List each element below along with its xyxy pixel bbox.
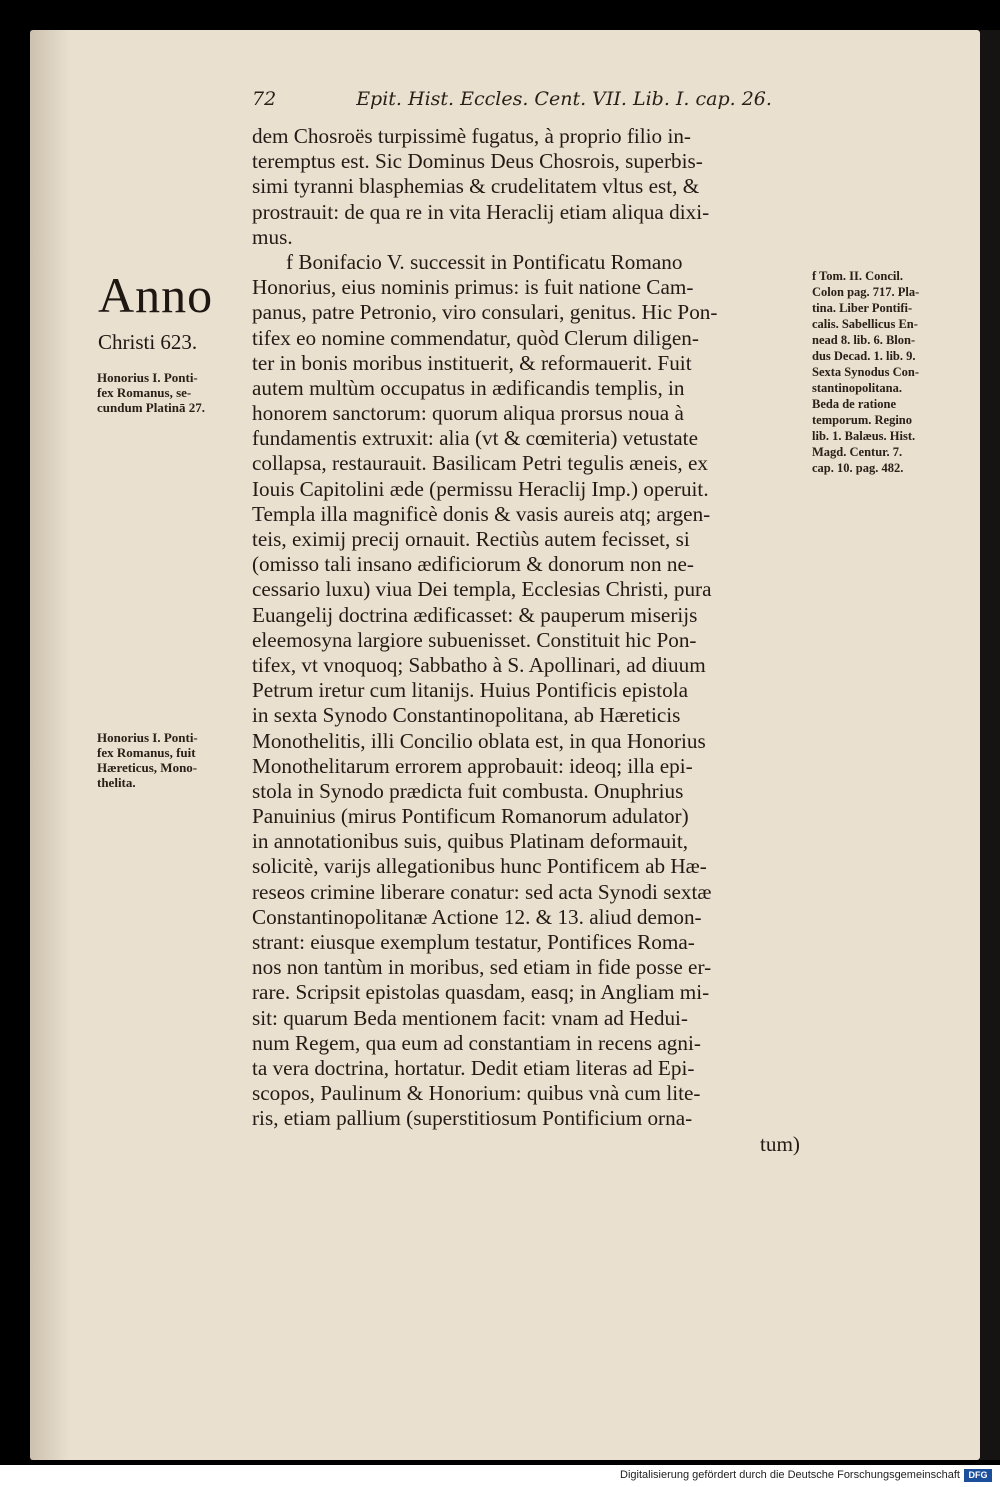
text-line: simi tyranni blasphemias & crudelitatem vltus est, & bbox=[252, 174, 700, 199]
text-line: ris, etiam pallium (superstitiosum Pontificium orna- bbox=[252, 1106, 693, 1131]
reference-line: dus Decad. 1. lib. 9. bbox=[812, 349, 916, 363]
page-number: 72 bbox=[252, 88, 277, 110]
text-line: strant: eiusque exemplum testatur, Pontifices Roma- bbox=[252, 930, 695, 954]
text-line: f Bonifacio V. successit in Pontificatu Romano bbox=[286, 249, 683, 274]
text-line: (omisso tali insano ædificiorum & donorum non ne- bbox=[252, 552, 694, 577]
text-line: Templa illa magnificè donis & vasis aureis atq; argen- bbox=[252, 501, 711, 526]
margin-note-honorius-haereticus bbox=[97, 730, 237, 790]
text-line: tifex, vt vnoquoq; Sabbatho à S. Apollinari, ad diuum bbox=[252, 652, 706, 677]
text-line: teis, eximij precij ornauit. Rectiùs autem fecisset, si bbox=[252, 527, 690, 551]
reference-line: calis. Sabellicus En- bbox=[812, 317, 918, 331]
reference-line: Beda de ratione bbox=[812, 397, 897, 411]
text-line: Euangelij doctrina ædificasset: & pauperum miserijs bbox=[252, 602, 698, 627]
margin-note-honorius-platina bbox=[97, 370, 237, 415]
text-line: fundamentis extruxit: alia (vt & cœmiteria) vetustate bbox=[252, 426, 698, 451]
text-line: Panuinius (mirus Pontificum Romanorum adulator) bbox=[252, 804, 689, 829]
margin-note-line: fex Romanus, se- bbox=[97, 385, 192, 400]
margin-note-line: Honorius I. Ponti- bbox=[97, 370, 198, 385]
digitization-footer bbox=[0, 1465, 1000, 1487]
running-title: Epit. Hist. Eccles. Cent. VII. Lib. I. cap. 26. bbox=[356, 88, 772, 110]
margin-note-line: fex Romanus, fuit bbox=[97, 745, 196, 760]
footer-credit: Digitalisierung gefördert durch die Deutsche Forschungsgemeinschaft bbox=[620, 1469, 960, 1481]
text-line: mus. bbox=[252, 224, 293, 249]
dfg-logo-icon: DFG bbox=[964, 1469, 992, 1482]
text-line: solicitè, varijs allegationibus hunc Pontificem ab Hæ- bbox=[252, 854, 707, 879]
text-line: reseos crimine liberare conatur: sed acta Synodi sextæ bbox=[252, 879, 712, 904]
reference-line: temporum. Regino bbox=[812, 413, 912, 427]
text-line: scopos, Paulinum & Honorium: quibus vnà cum lite- bbox=[252, 1081, 701, 1106]
reference-line: lib. 1. Balæus. Hist. bbox=[812, 429, 916, 443]
text-line: ter in bonis moribus instituerit, & reformauerit. Fuit bbox=[252, 350, 692, 375]
text-line: nos non tantùm in moribus, sed etiam in fide posse er- bbox=[252, 955, 712, 980]
text-line: prostrauit: de qua re in vita Heraclij etiam aliqua dixi- bbox=[252, 199, 710, 224]
reference-line: f Tom. II. Concil. bbox=[812, 269, 903, 283]
text-line: in annotationibus suis, quibus Platinam deformauit, bbox=[252, 829, 689, 854]
text-line: sit: quarum Beda mentionem facit: vnam ad Hedui- bbox=[252, 1005, 688, 1030]
reference-line: nead 8. lib. 6. Blon- bbox=[812, 333, 916, 347]
text-line: Honorius, eius nominis primus: is fuit natione Cam- bbox=[252, 275, 694, 300]
margin-note-line: cundum Platinā 27. bbox=[97, 400, 205, 415]
text-line: Petrum iretur cum litanijs. Huius Pontificis epistola bbox=[252, 678, 689, 703]
page-edge-strip bbox=[980, 30, 1000, 1460]
text-line: teremptus est. Sic Dominus Deus Chosrois, superbis- bbox=[252, 149, 703, 174]
reference-line: stantinopolitana. bbox=[812, 381, 902, 395]
margin-note-line: Honorius I. Ponti- bbox=[97, 730, 198, 745]
text-line: ta vera doctrina, hortatur. Dedit etiam literas ad Epi- bbox=[252, 1055, 695, 1080]
reference-line: Colon pag. 717. Pla- bbox=[812, 285, 920, 299]
text-line: tifex eo nomine commendatur, quòd Clerum diligen- bbox=[252, 325, 699, 350]
text-line: in sexta Synodo Constantinopolitana, ab Hæreticis bbox=[252, 703, 681, 728]
reference-line: cap. 10. pag. 482. bbox=[812, 461, 904, 475]
text-line: dem Chosroës turpissimè fugatus, à proprio filio in- bbox=[252, 124, 691, 148]
text-line: eleemosyna largiore subuenisset. Constituit hic Pon- bbox=[252, 627, 697, 652]
text-line: num Regem, qua eum ad constantiam in recens agni- bbox=[252, 1030, 701, 1055]
text-line: tum) bbox=[759, 1131, 800, 1156]
text-line: cessario luxu) viua Dei templa, Ecclesias Christi, pura bbox=[252, 577, 712, 602]
margin-references bbox=[812, 268, 972, 476]
running-header bbox=[252, 88, 772, 110]
text-line: Constantinopolitanæ Actione 12. & 13. aliud demon- bbox=[252, 904, 702, 929]
margin-christi-year: Christi 623. bbox=[98, 330, 198, 354]
margin-note-line: Hæreticus, Mono- bbox=[97, 760, 198, 775]
margin-anno: Anno bbox=[98, 267, 214, 323]
reference-line: tina. Liber Pontifi- bbox=[812, 301, 913, 315]
text-line: rare. Scripsit epistolas quasdam, easq; in Angliam mi- bbox=[252, 980, 710, 1005]
text-line: Iouis Capitolini æde (permissu Heraclij Imp.) operuit. bbox=[252, 476, 709, 501]
text-line: Monothelitarum errorem approbauit: ideoq; illa epi- bbox=[252, 753, 693, 778]
reference-line: Magd. Centur. 7. bbox=[812, 445, 903, 459]
text-line: collapsa, restaurauit. Basilicam Petri tegulis æneis, ex bbox=[252, 451, 709, 476]
main-text-column bbox=[252, 124, 800, 1157]
text-line: Monothelitis, illi Concilio oblata est, in qua Honorius bbox=[252, 728, 706, 753]
text-line: autem multùm occupatus in ædificandis templis, in bbox=[252, 375, 685, 400]
reference-line: Sexta Synodus Con- bbox=[812, 365, 919, 379]
margin-note-line: thelita. bbox=[97, 775, 136, 790]
text-line: stola in Synodo prædicta fuit combusta. Onuphrius bbox=[252, 778, 684, 803]
text-line: honorem sanctorum: quorum aliqua prorsus noua à bbox=[252, 401, 684, 426]
text-line: panus, patre Petronio, viro consulari, genitus. Hic Pon- bbox=[252, 300, 718, 325]
page-fold-shadow bbox=[30, 30, 70, 1460]
